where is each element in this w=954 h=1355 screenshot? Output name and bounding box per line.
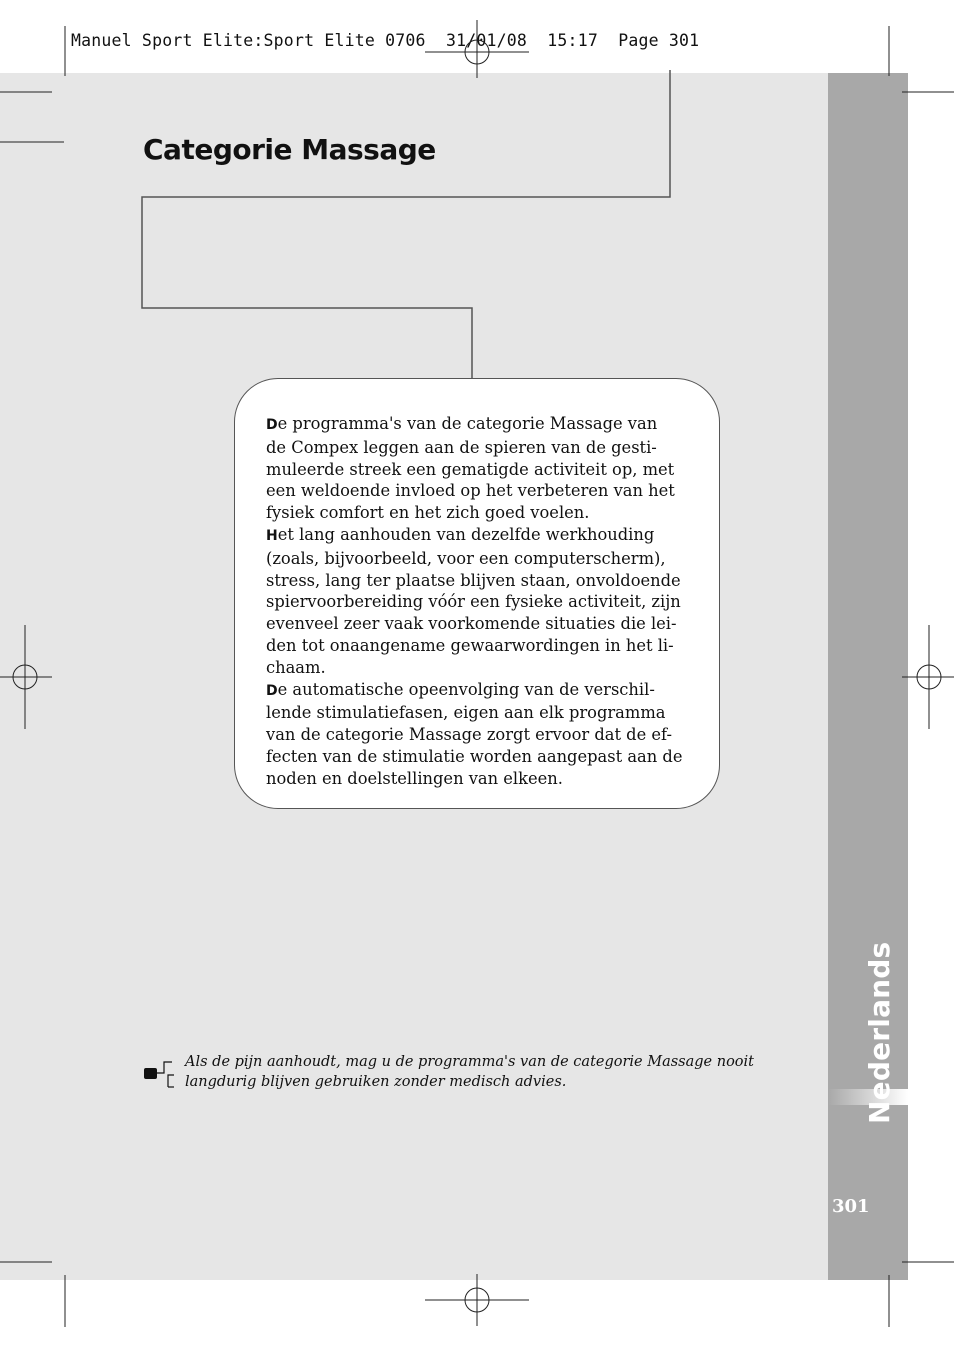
print-header: Manuel Sport Elite:Sport Elite 0706 31/01/08 15:17 Page 301: [71, 31, 700, 50]
paragraph-3: De automatische opeenvolging van de verschil- lende stimulatiefasen, eigen aan elk programma van de categorie Massage zorgt ervoor dat de ef- fecten van de stimulatie worden aangepast aan de noden en doelstellingen van elkeen.: [266, 679, 683, 788]
page-title: Categorie Massage: [143, 133, 436, 166]
language-tab-label: Nederlands: [863, 941, 896, 1124]
caution-text: Als de pijn aanhoudt, mag u de programma's van de categorie Massage nooit langdurig blijven gebruiken zonder medisch advies.: [185, 1054, 754, 1090]
drop-cap: H: [266, 527, 278, 544]
paragraph-2: Het lang aanhouden van dezelfde werkhouding (zoals, bijvoorbeeld, voor een computerscherm), stress, lang ter plaatse blijven staan, onvoldoende spiervoorbereiding vóór een fysieke activiteit, zijn evenveel zeer vaak voorkomende situaties die lei- den tot onaangename gewaarwordingen in het li- chaam.: [266, 524, 681, 677]
page-number: 301: [832, 1196, 870, 1217]
caution-note: [144, 1053, 784, 1093]
drop-cap: D: [266, 417, 278, 433]
drop-cap: D: [266, 682, 278, 699]
description-box: [234, 378, 720, 809]
caution-signal-icon: [144, 1059, 184, 1091]
paragraph-1: De programma's van de categorie Massage van de Compex leggen aan de spieren van de gesti- muleerde streek een gematigde activiteit op, met een weldoende invloed op het verbeteren van het fysiek comfort en het zich goed voelen.: [266, 414, 675, 523]
